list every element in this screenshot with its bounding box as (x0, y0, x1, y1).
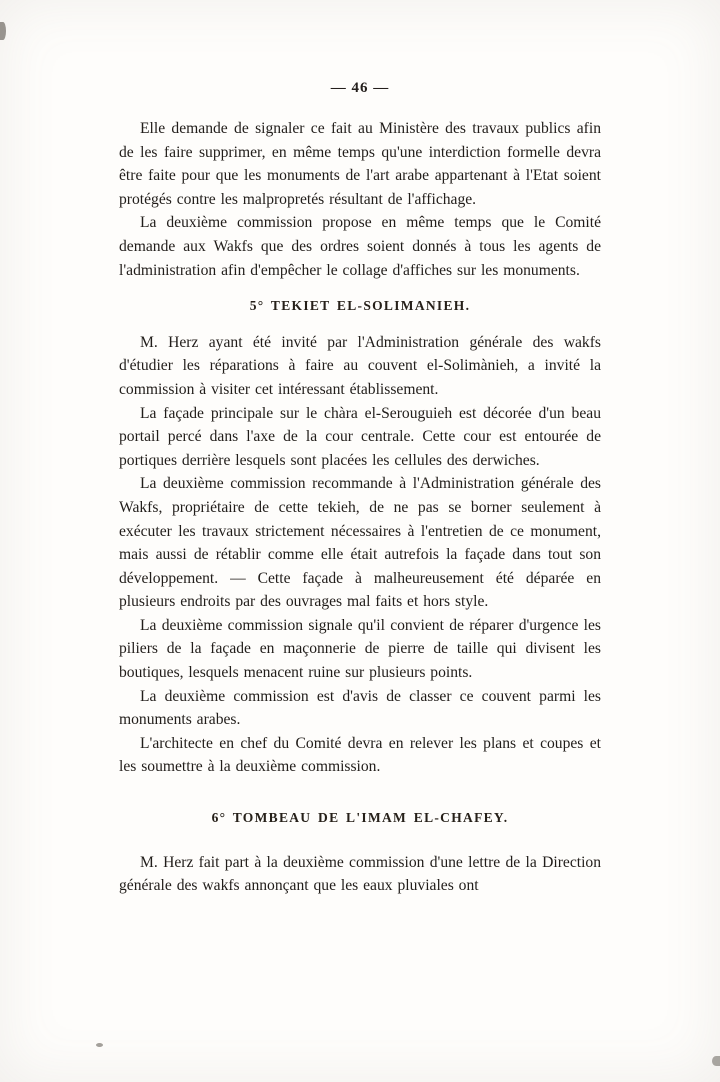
paragraph-commission-recommande: La deuxième commission recommande à l'Administration générale des Wakfs, propriétaire de cette tekieh, de ne pas se borner seulement à exécuter les travaux strictement nécessaires à l'entretien de ce monument, mais aussi de rétablir comme elle était autrefois la façade dans tout son développement. — Cette façade à malheureusement été déparée en plusieurs endroits par des ouvrages mal faits et hors style. (119, 475, 601, 611)
section-heading-tekiet-el-solimanieh: 5° TEKIET EL-SOLIMANIEH. (249, 298, 471, 314)
paragraph-architecte-plans: L'architecte en chef du Comité devra en relever les plans et coupes et les soumettre à la deuxième commission. (119, 734, 601, 776)
scan-artifact (712, 1056, 720, 1066)
paragraph-herz-invite: M. Herz ayant été invité par l'Administration générale des wakfs d'étudier les réparations à faire au couvent el-Solimànieh, a invité la commission à visiter cet intéressant établissement. (119, 333, 601, 398)
paragraph-herz-lettre-direction: M. Herz fait part à la deuxième commission d'une lettre de la Direction générale des wakfs annonçant que les eaux pluviales ont (119, 853, 601, 895)
page-text (119, 117, 601, 898)
paragraph-facade-principale: La façade principale sur le chàra el-Serouguieh est décorée d'un beau portail percé dans l'axe de la cour centrale. Cette cour est entourée de portiques derrière lesquels sont placées les cellules des derwiches. (119, 404, 601, 469)
paragraph-affichage-ministere: Elle demande de signaler ce fait au Ministère des travaux publics afin de les faire supprimer, en même temps qu'une interdiction formelle devra être faite pour que les monuments de l'art arabe appartenant à l'Etat soient protégés contre les malpropretés résultant de l'affichage. (119, 120, 601, 208)
paragraph-classement-couvent: La deuxième commission est d'avis de classer ce couvent parmi les monuments arabes. (119, 687, 601, 729)
page-number: — 46 — (330, 80, 390, 96)
paragraph-commission-wakfs-ordres: La deuxième commission propose en même temps que le Comité demande aux Wakfs que des ordres soient donnés à tous les agents de l'administration afin d'empêcher le collage d'affiches sur les monuments. (119, 214, 601, 279)
scan-artifact (96, 1043, 103, 1047)
section-heading-tombeau-imam-el-chafey: 6° TOMBEAU DE L'IMAM EL-CHAFEY. (211, 810, 509, 826)
paragraph-piliers-facade: La deuxième commission signale qu'il convient de réparer d'urgence les piliers de la façade en maçonnerie de pierre de taille qui divisent les boutiques, lesquels menacent ruine sur plusieurs points. (119, 616, 601, 682)
scan-artifact (0, 22, 6, 40)
